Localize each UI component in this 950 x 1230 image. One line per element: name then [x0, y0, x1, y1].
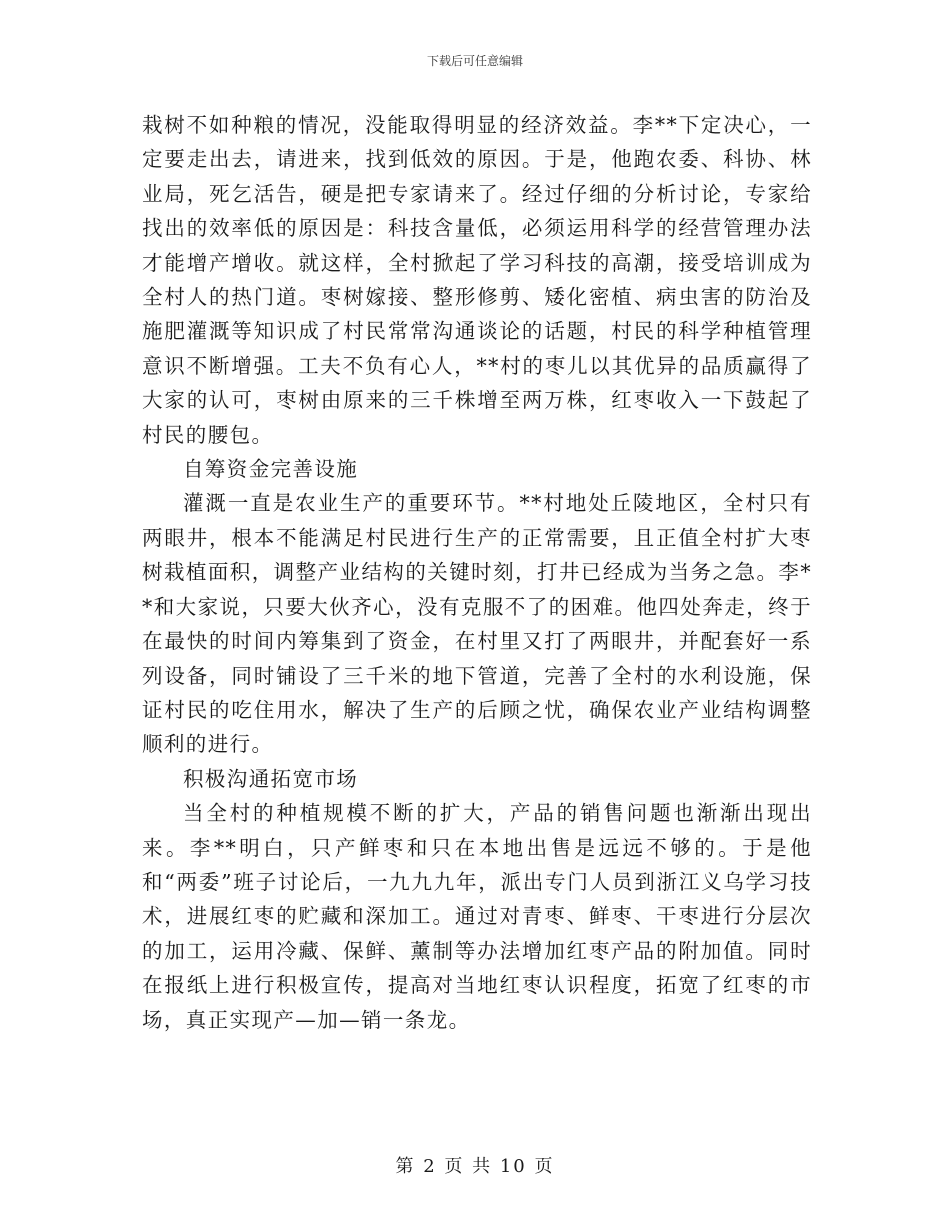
page-number: 第 2 页 共 10 页: [395, 1156, 555, 1177]
page-header-note: 下载后可任意编辑: [426, 54, 523, 68]
body-paragraph: 栽树不如种粮的情况，没能取得明显的经济效益。李**下定决心，一定要走出去，请进来，找到低效的原因。于是，他跑农委、科协、林业局，死乞活告，硬是把专家请来了。经过仔细的分析讨论，专家给找出的效率低的原因是：科技含量低，必须运用科学的经营管理办法才能增产增收。就这样，全村掀起了学习科技的高潮，接受培训成为全村人的热门道。枣树嫁接、整形修剪、矮化密植、病虫害的防治及施肥灌溉等知识成了村民常常沟通谈论的话题，村民的科学种植管理意识不断增强。工夫不负有心人，**村的枣儿以其优异的品质赢得了大家的认可，枣树由原来的三千株增至两万株，红枣收入一下鼓起了村民的腰包。: [142, 113, 812, 447]
document-body: [142, 108, 812, 1037]
section-heading: 积极沟通拓宽市场: [183, 766, 359, 791]
body-paragraph: 当全村的种植规模不断的扩大，产品的销售问题也渐渐出现出来。李**明白，只产鲜枣和只在本地出售是远远不够的。于是他和“两委”班子讨论后，一九九九年，派出专门人员到浙江义乌学习技术，进展红枣的贮藏和深加工。通过对青枣、鲜枣、干枣进行分层次的加工，运用冷藏、保鲜、薰制等办法增加红枣产品的附加值。同时在报纸上进行积极宣传，提高对当地红枣认识程度，拓宽了红枣的市场，真正实现产—加—销一条龙。: [142, 801, 812, 1032]
section-heading: 自筹资金完善设施: [183, 457, 359, 482]
body-paragraph: 灌溉一直是农业生产的重要环节。**村地处丘陵地区，全村只有两眼井，根本不能满足村民进行生产的正常需要，且正值全村扩大枣树栽植面积，调整产业结构的关键时刻，打井已经成为当务之急。李**和大家说，只要大伙齐心，没有克服不了的困难。他四处奔走，终于在最快的时间内筹集到了资金，在村里又打了两眼井，并配套好一系列设备，同时铺设了三千米的地下管道，完善了全村的水利设施，保证村民的吃住用水，解决了生产的后顾之忧，确保农业产业结构调整顺利的进行。: [142, 491, 812, 757]
